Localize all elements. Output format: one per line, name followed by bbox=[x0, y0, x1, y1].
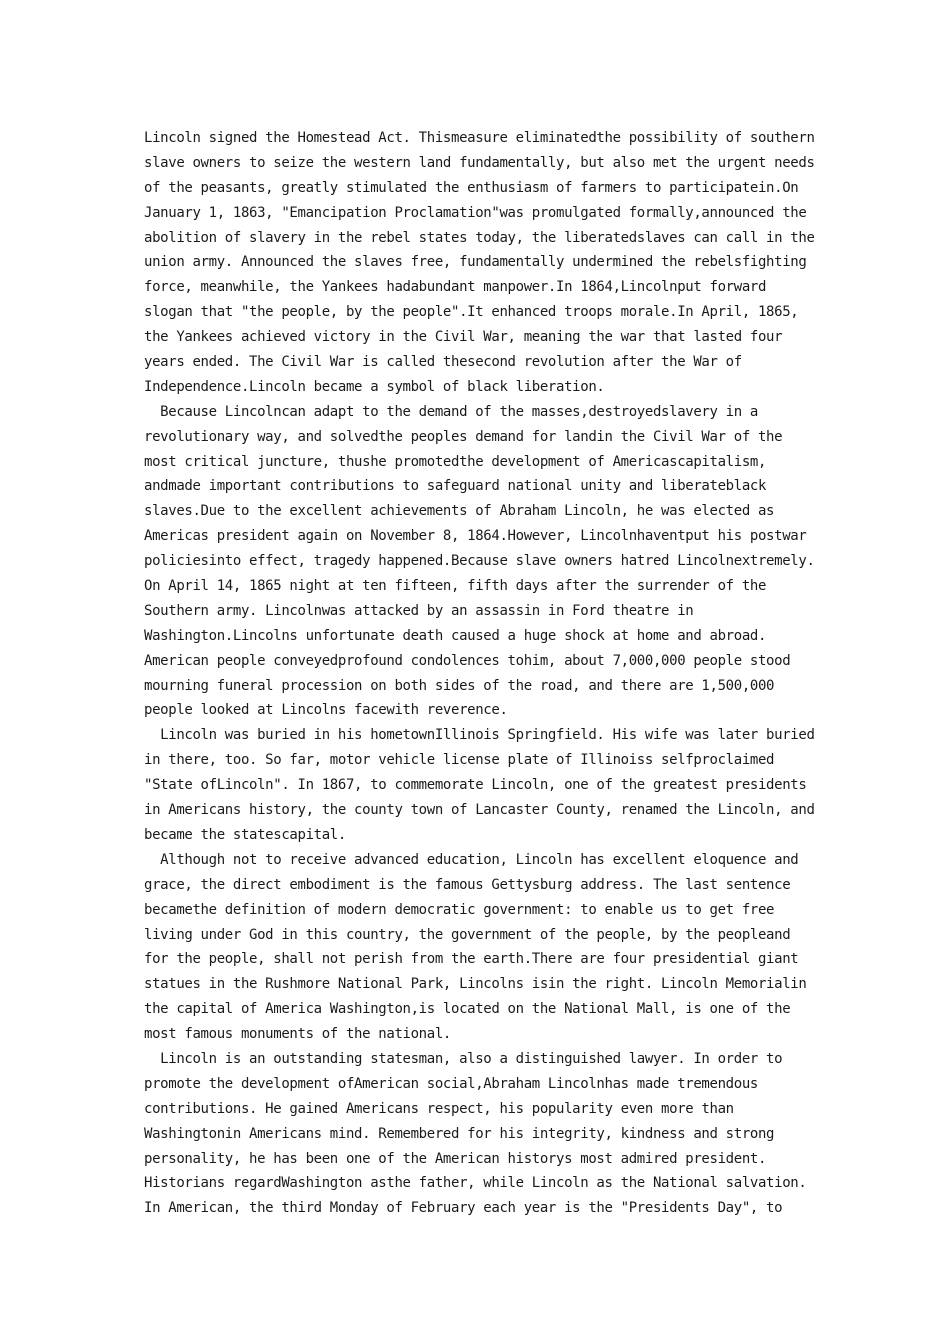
text-line: becamethe definition of modern democratic government: to enable us to get free bbox=[144, 901, 775, 918]
text-line: in there, too. So far, motor vehicle license plate of Illinoiss selfproclaimed bbox=[144, 752, 775, 769]
text-line: In American, the third Monday of February each year is the "Presidents Day", to bbox=[144, 1200, 783, 1217]
paragraph-burial-springfield bbox=[144, 723, 814, 847]
text-line: became the statescapital. bbox=[144, 826, 346, 843]
text-line: Washingtonin Americans mind. Remembered for his integrity, kindness and strong bbox=[144, 1125, 775, 1142]
text-line: contributions. He gained Americans respect, his popularity even more than bbox=[144, 1100, 734, 1117]
text-line: slave owners to seize the western land fundamentally, but also met the urgent needs bbox=[144, 154, 815, 171]
text-line: Lincoln was buried in his hometownIllinois Springfield. His wife was later buried bbox=[144, 727, 815, 744]
text-line: slaves.Due to the excellent achievements of Abraham Lincoln, he was elected as bbox=[144, 503, 775, 520]
text-line: Lincoln signed the Homestead Act. Thismeasure eliminatedthe possibility of southern bbox=[144, 130, 815, 146]
text-line: force, meanwhile, the Yankees hadabundant manpower.In 1864,Lincolnput forward bbox=[144, 279, 767, 296]
text-line: union army. Announced the slaves free, fundamentally undermined the rebelsfighting bbox=[144, 254, 807, 271]
text-line: "State ofLincoln". In 1867, to commemorate Lincoln, one of the greatest presidents bbox=[144, 777, 807, 794]
paragraph-homestead-emancipation bbox=[144, 126, 814, 400]
text-line: slogan that "the people, by the people".It enhanced troops morale.In April, 1865, bbox=[144, 304, 799, 321]
text-line: Washington.Lincolns unfortunate death caused a huge shock at home and abroad. bbox=[144, 627, 767, 644]
text-line: most critical juncture, thushe promotedthe development of Americascapitalism, bbox=[144, 453, 767, 470]
text-line: promote the development ofAmerican social,Abraham Lincolnhas made tremendous bbox=[144, 1075, 758, 1092]
text-line: living under God in this country, the government of the people, by the peopleand bbox=[144, 926, 791, 943]
text-line: in Americans history, the county town of Lancaster County, renamed the Lincoln, and bbox=[144, 802, 815, 819]
text-line: personality, he has been one of the American historys most admired president. bbox=[144, 1150, 767, 1167]
text-line: Because Lincolncan adapt to the demand of the masses,destroyedslavery in a bbox=[144, 403, 758, 420]
text-line: Southern army. Lincolnwas attacked by an assassin in Ford theatre in bbox=[144, 602, 694, 619]
text-line: people looked at Lincolns facewith reverence. bbox=[144, 702, 508, 719]
text-line: andmade important contributions to safeguard national unity and liberateblack bbox=[144, 478, 767, 495]
text-line: On April 14, 1865 night at ten fifteen, fifth days after the surrender of the bbox=[144, 578, 767, 595]
text-line: January 1, 1863, "Emancipation Proclamation"was promulgated formally,announced the bbox=[144, 204, 807, 221]
paragraph-legacy bbox=[144, 1047, 814, 1221]
text-line: policiesinto effect, tragedy happened.Because slave owners hatred Lincolnextremely. bbox=[144, 553, 815, 570]
text-line: statues in the Rushmore National Park, Lincolns isin the right. Lincoln Memorialin bbox=[144, 976, 807, 993]
paragraph-gettysburg-address bbox=[144, 848, 814, 1047]
document-body bbox=[144, 126, 814, 1221]
text-line: years ended. The Civil War is called thesecond revolution after the War of bbox=[144, 354, 742, 371]
text-line: Although not to receive advanced education, Lincoln has excellent eloquence and bbox=[144, 851, 799, 868]
text-line: most famous monuments of the national. bbox=[144, 1026, 451, 1043]
text-line: of the peasants, greatly stimulated the enthusiasm of farmers to participatein.On bbox=[144, 179, 799, 196]
text-line: abolition of slavery in the rebel states today, the liberatedslaves can call in the bbox=[144, 229, 815, 246]
text-line: Historians regardWashington asthe father, while Lincoln as the National salvation. bbox=[144, 1175, 807, 1192]
text-line: mourning funeral procession on both sides of the road, and there are 1,500,000 bbox=[144, 677, 775, 694]
text-line: the capital of America Washington,is located on the National Mall, is one of the bbox=[144, 1001, 791, 1018]
text-line: revolutionary way, and solvedthe peoples demand for landin the Civil War of the bbox=[144, 428, 783, 445]
text-line: for the people, shall not perish from the earth.There are four presidential giant bbox=[144, 951, 799, 968]
text-line: grace, the direct embodiment is the famous Gettysburg address. The last sentence bbox=[144, 876, 791, 893]
text-line: Americas president again on November 8, 1864.However, Lincolnhaventput his postwar bbox=[144, 528, 807, 545]
text-line: American people conveyedprofound condolences tohim, about 7,000,000 people stood bbox=[144, 652, 791, 669]
text-line: Independence.Lincoln became a symbol of black liberation. bbox=[144, 378, 605, 395]
text-line: Lincoln is an outstanding statesman, also a distinguished lawyer. In order to bbox=[144, 1050, 783, 1067]
paragraph-reelection-assassination bbox=[144, 400, 814, 724]
text-line: the Yankees achieved victory in the Civil War, meaning the war that lasted four bbox=[144, 329, 783, 346]
